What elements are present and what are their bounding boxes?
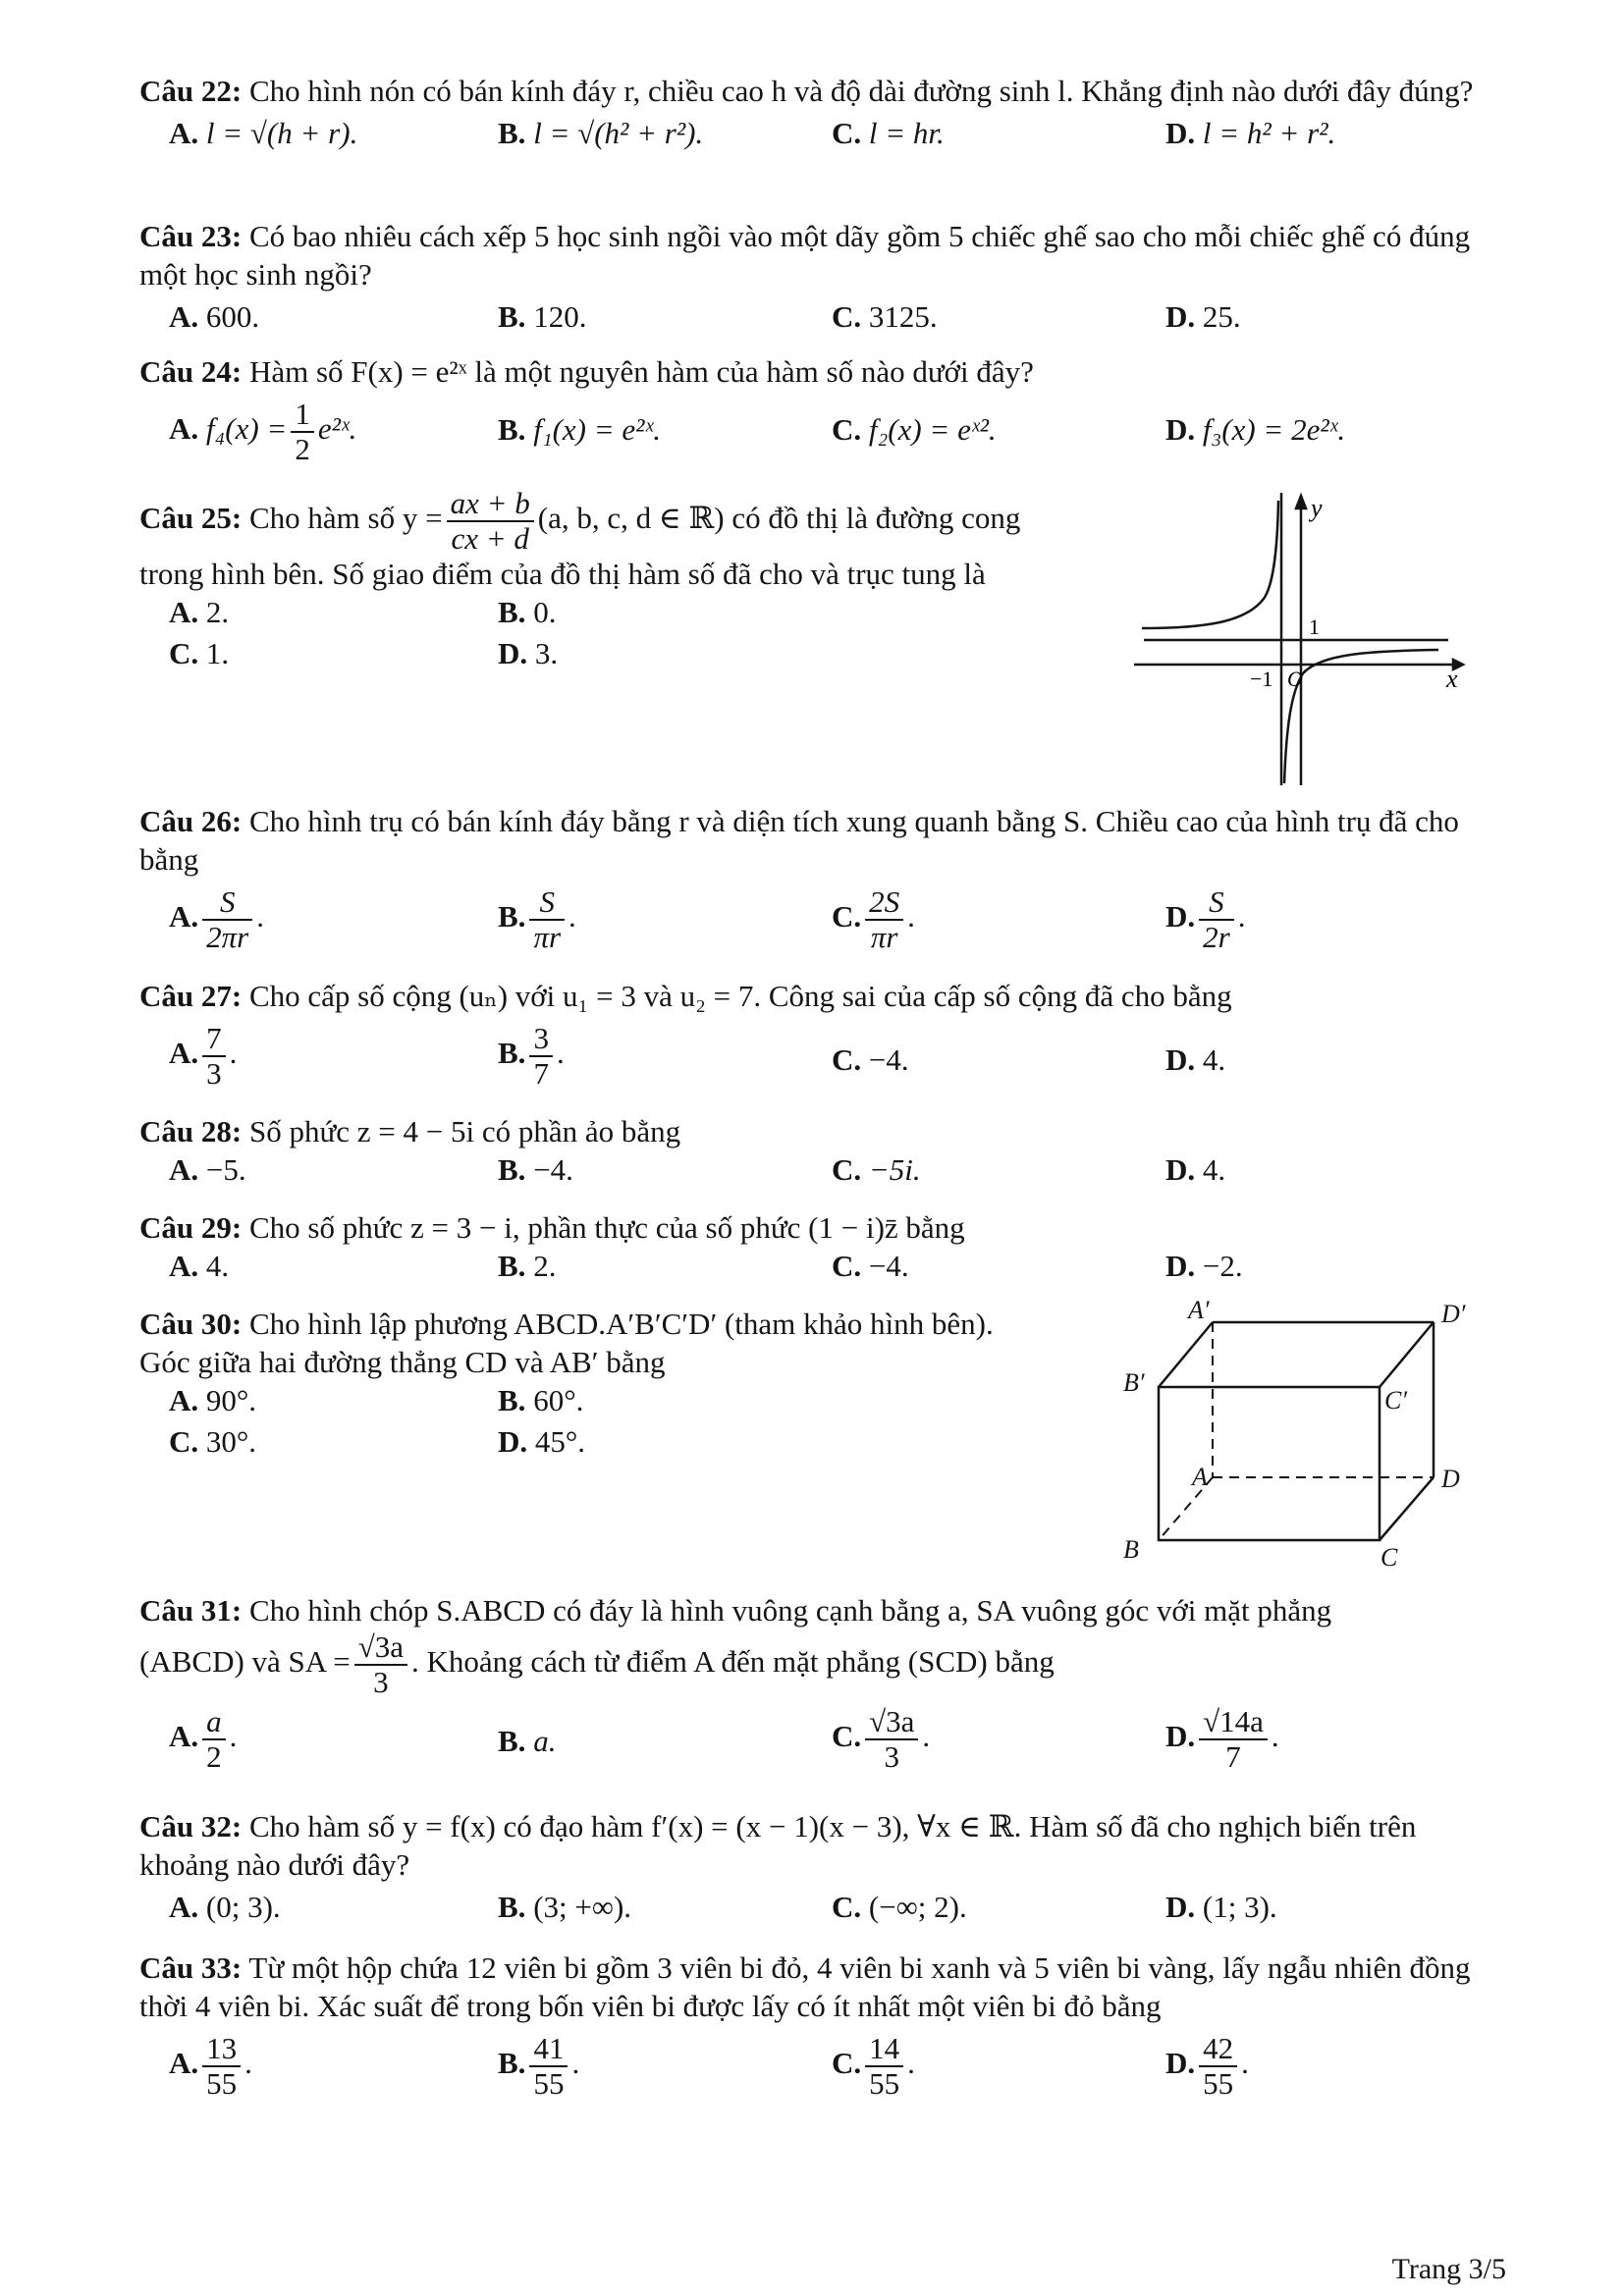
option-b[interactable]: B. 60°. [498, 1382, 584, 1417]
option-b[interactable]: B. $\frac{S}{\pi r}$ . [498, 883, 576, 954]
option-d[interactable]: D. 25. [1165, 298, 1241, 334]
tick-label-minus-one: −1 [1250, 667, 1273, 691]
option-a[interactable]: A. l = √(h + r). [169, 115, 358, 150]
option-b[interactable]: B. a. [498, 1723, 557, 1758]
question-number: Câu 24: [139, 354, 243, 389]
tick-label-one: 1 [1309, 614, 1320, 639]
option-a[interactable]: A. $\frac{7}{3}$ . [169, 1020, 238, 1091]
vertex-label-a1: A′ [1188, 1301, 1210, 1324]
question-23 [139, 218, 1475, 342]
question-26 [139, 803, 1475, 966]
answer-options [139, 1151, 1475, 1195]
question-31: Câu 31: Cho hình chóp S.ABCD có đáy là hình vuông cạnh bằng a, SA vuông góc với mặt phẳng (ABCD) và SA = $\frac{√3a}{3}$ . Khoảng cách từ điểm A đến mặt phẳng (SCD) bằng A. $\frac{a}{2}$ . B. a. C. $\frac{√3a}{3}$ . D. $\frac{√14a}{7}$ . [139, 1592, 1475, 1786]
page-number: Trang 3/5 [1391, 2253, 1506, 2285]
option-d[interactable]: D. $\frac{42}{55}$ . [1165, 2030, 1249, 2101]
option-c[interactable]: C. 1. [169, 635, 230, 670]
y-axis-label: y [1311, 494, 1323, 522]
answer-options [139, 1248, 1475, 1291]
question-text: Góc giữa hai đường thẳng CD và AB′ bằng [139, 1344, 666, 1379]
origin-label: O [1287, 667, 1303, 691]
answer-options [139, 2026, 1475, 2112]
question-number: Câu 26: [139, 804, 243, 838]
option-a[interactable]: A. 600. [169, 298, 260, 334]
question-number: Câu 22: [139, 74, 243, 108]
question-text: Hàm số F(x) = e²ˣ là một nguyên hàm của hàm số nào dưới đây? [248, 354, 1034, 389]
question-22 [139, 73, 1475, 158]
option-c[interactable]: C. (−∞; 2). [832, 1889, 967, 1924]
option-d[interactable]: D. l = h² + r². [1165, 115, 1336, 150]
question-text: Cho hình chóp S.ABCD có đáy là hình vuông cạnh bằng a, SA vuông góc với mặt phẳng [248, 1593, 1332, 1628]
option-b[interactable]: B. l = √(h² + r²). [498, 115, 704, 150]
function-graph [1134, 491, 1478, 785]
option-c[interactable]: C. $\frac{2S}{\pi r}$ . [832, 883, 915, 954]
answer-options [139, 880, 1475, 966]
option-d[interactable]: D. 4. [1165, 1151, 1226, 1187]
option-d[interactable]: D. $\frac{S}{2r}$ . [1165, 883, 1246, 954]
edge-d1-c1 [1380, 1322, 1434, 1387]
option-b[interactable]: B. 2. [498, 1248, 557, 1283]
option-b[interactable]: B. f₁(x) = e²ˣ. [498, 411, 661, 447]
question-24 [139, 353, 1475, 478]
vertex-label-b1: B′ [1123, 1368, 1145, 1397]
option-c[interactable]: C. $\frac{√3a}{3}$ . [832, 1703, 931, 1775]
option-a[interactable]: A. −5. [169, 1151, 246, 1187]
option-b[interactable]: B. (3; +∞). [498, 1889, 632, 1924]
question-27 [139, 978, 1475, 1102]
option-a[interactable]: A. 90°. [169, 1382, 257, 1417]
answer-options [139, 115, 1475, 158]
question-text: Cho hình nón có bán kính đáy r, chiều cao h và độ dài đường sinh l. Khẳng định nào dưới đây đúng? [248, 74, 1474, 108]
vertex-label-c1: C′ [1384, 1386, 1408, 1415]
option-a[interactable]: A. $\frac{S}{2\pi r}$ . [169, 883, 264, 954]
answer-options [139, 392, 1475, 478]
option-c[interactable]: C. l = hr. [832, 115, 945, 150]
answer-options [139, 635, 1151, 676]
question-number: Câu 27: [139, 979, 243, 1013]
vertex-label-c: C [1380, 1543, 1398, 1572]
answer-options [139, 298, 1475, 342]
option-b[interactable]: B. $\frac{3}{7}$ . [498, 1020, 565, 1091]
question-29 [139, 1209, 1475, 1291]
option-c[interactable]: C. $\frac{14}{55}$ . [832, 2030, 915, 2101]
option-a[interactable]: A. (0; 3). [169, 1889, 281, 1924]
option-b[interactable]: B. −4. [498, 1151, 573, 1187]
option-a[interactable]: A. $\frac{a}{2}$ . [169, 1703, 238, 1775]
question-text: Cho hình trụ có bán kính đáy bằng r và diện tích xung quanh bằng S. Chiều cao của hình trụ đã cho bằng [139, 804, 1459, 877]
option-d[interactable]: D. −2. [1165, 1248, 1243, 1283]
x-axis-label: x [1446, 665, 1458, 693]
question-text: Cho số phức z = 3 − i, phần thực của số phức (1 − i)z̄ bằng [248, 1210, 965, 1245]
question-number: Câu 32: [139, 1809, 243, 1843]
answer-options [139, 1382, 1131, 1423]
question-number: Câu 30: [139, 1307, 243, 1341]
question-text: trong hình bên. Số giao điểm của đồ thị hàm số đã cho và trục tung là [139, 557, 986, 592]
question-text: Cho hàm số y = f(x) có đạo hàm f′(x) = (x − 1)(x − 3), ∀x ∈ ℝ. Hàm số đã cho nghịch biến trên khoảng nào dưới đây? [139, 1809, 1417, 1882]
edge-a1-b1 [1159, 1322, 1213, 1387]
answer-options [139, 1423, 1131, 1465]
question-text: Có bao nhiêu cách xếp 5 học sinh ngồi vào một dãy gồm 5 chiếc ghế sao cho mỗi chiếc ghế có đúng một học sinh ngồi? [139, 219, 1471, 292]
answer-options [139, 594, 1151, 635]
question-30 [139, 1306, 1131, 1465]
question-28 [139, 1113, 1475, 1195]
question-number: Câu 29: [139, 1210, 243, 1245]
vertex-label-b: B [1123, 1535, 1139, 1564]
question-33 [139, 1949, 1475, 2112]
option-d[interactable]: D. f₃(x) = 2e²ˣ. [1165, 411, 1346, 447]
option-d[interactable]: D. $\frac{√14a}{7}$ . [1165, 1703, 1279, 1775]
vertex-label-d: D [1441, 1465, 1460, 1493]
option-b[interactable]: B. 120. [498, 298, 587, 334]
option-d[interactable]: D. 4. [1165, 1041, 1226, 1077]
question-25: Câu 25: Cho hàm số y = $\frac{ax + b}{cx + d}$ (a, b, c, d ∈ ℝ) có đồ thị là đường cong trong hình bên. Số giao điểm của đồ thị hàm số đã cho và trục tung là A. 2. B. 0. C. 1. D. 3. [139, 487, 1151, 676]
option-c[interactable]: C. 3125. [832, 298, 938, 334]
curve-left-branch [1142, 501, 1278, 628]
answer-options [139, 1699, 1475, 1786]
option-b[interactable]: B. 0. [498, 594, 557, 629]
question-text: Từ một hộp chứa 12 viên bi gồm 3 viên bi đỏ, 4 viên bi xanh và 5 viên bi vàng, lấy ngẫu nhiên đồng thời 4 viên bi. Xác suất để trong bốn viên bi được lấy có ít nhất một viên bi đỏ bằng [139, 1950, 1471, 2023]
option-d[interactable]: D. 3. [498, 635, 559, 670]
curve-right-branch [1284, 650, 1438, 783]
edge-d-c [1380, 1477, 1434, 1540]
option-a[interactable]: A. 4. [169, 1248, 230, 1283]
y-axis-arrow-icon [1296, 496, 1306, 508]
question-text: Số phức z = 4 − 5i có phần ảo bằng [248, 1114, 681, 1148]
question-number: Câu 33: [139, 1950, 243, 1985]
answer-options [139, 1016, 1475, 1102]
option-c[interactable]: C. f₂(x) = eˣ². [832, 411, 997, 447]
option-d[interactable]: D. (1; 3). [1165, 1889, 1277, 1924]
option-c[interactable]: C. −5i. [832, 1151, 921, 1187]
vertex-label-d1: D′ [1441, 1301, 1466, 1328]
option-c[interactable]: C. −4. [832, 1041, 909, 1077]
option-a[interactable]: A. 2. [169, 594, 230, 629]
question-number: Câu 28: [139, 1114, 243, 1148]
answer-options [139, 1889, 1475, 1932]
question-text: Cho cấp số cộng (uₙ) với u₁ = 3 và u₂ = 7. Công sai của cấp số cộng đã cho bằng [248, 979, 1232, 1013]
question-number: Câu 25: [139, 501, 243, 536]
question-number: Câu 31: [139, 1593, 243, 1628]
option-c[interactable]: C. 30°. [169, 1423, 257, 1459]
option-c[interactable]: C. −4. [832, 1248, 909, 1283]
option-a[interactable]: A. f₄(x) = $\frac{1}{2}$ e²ˣ. [169, 396, 357, 466]
cube-figure [1110, 1301, 1483, 1585]
option-a[interactable]: A. $\frac{13}{55}$ . [169, 2030, 252, 2101]
question-text: Cho hình lập phương ABCD.A′B′C′D′ (tham khảo hình bên). [248, 1307, 994, 1341]
question-32 [139, 1808, 1475, 1932]
question-number: Câu 23: [139, 219, 243, 253]
option-d[interactable]: D. 45°. [498, 1423, 586, 1459]
option-b[interactable]: B. $\frac{41}{55}$ . [498, 2030, 580, 2101]
vertex-label-a: A [1192, 1463, 1208, 1491]
